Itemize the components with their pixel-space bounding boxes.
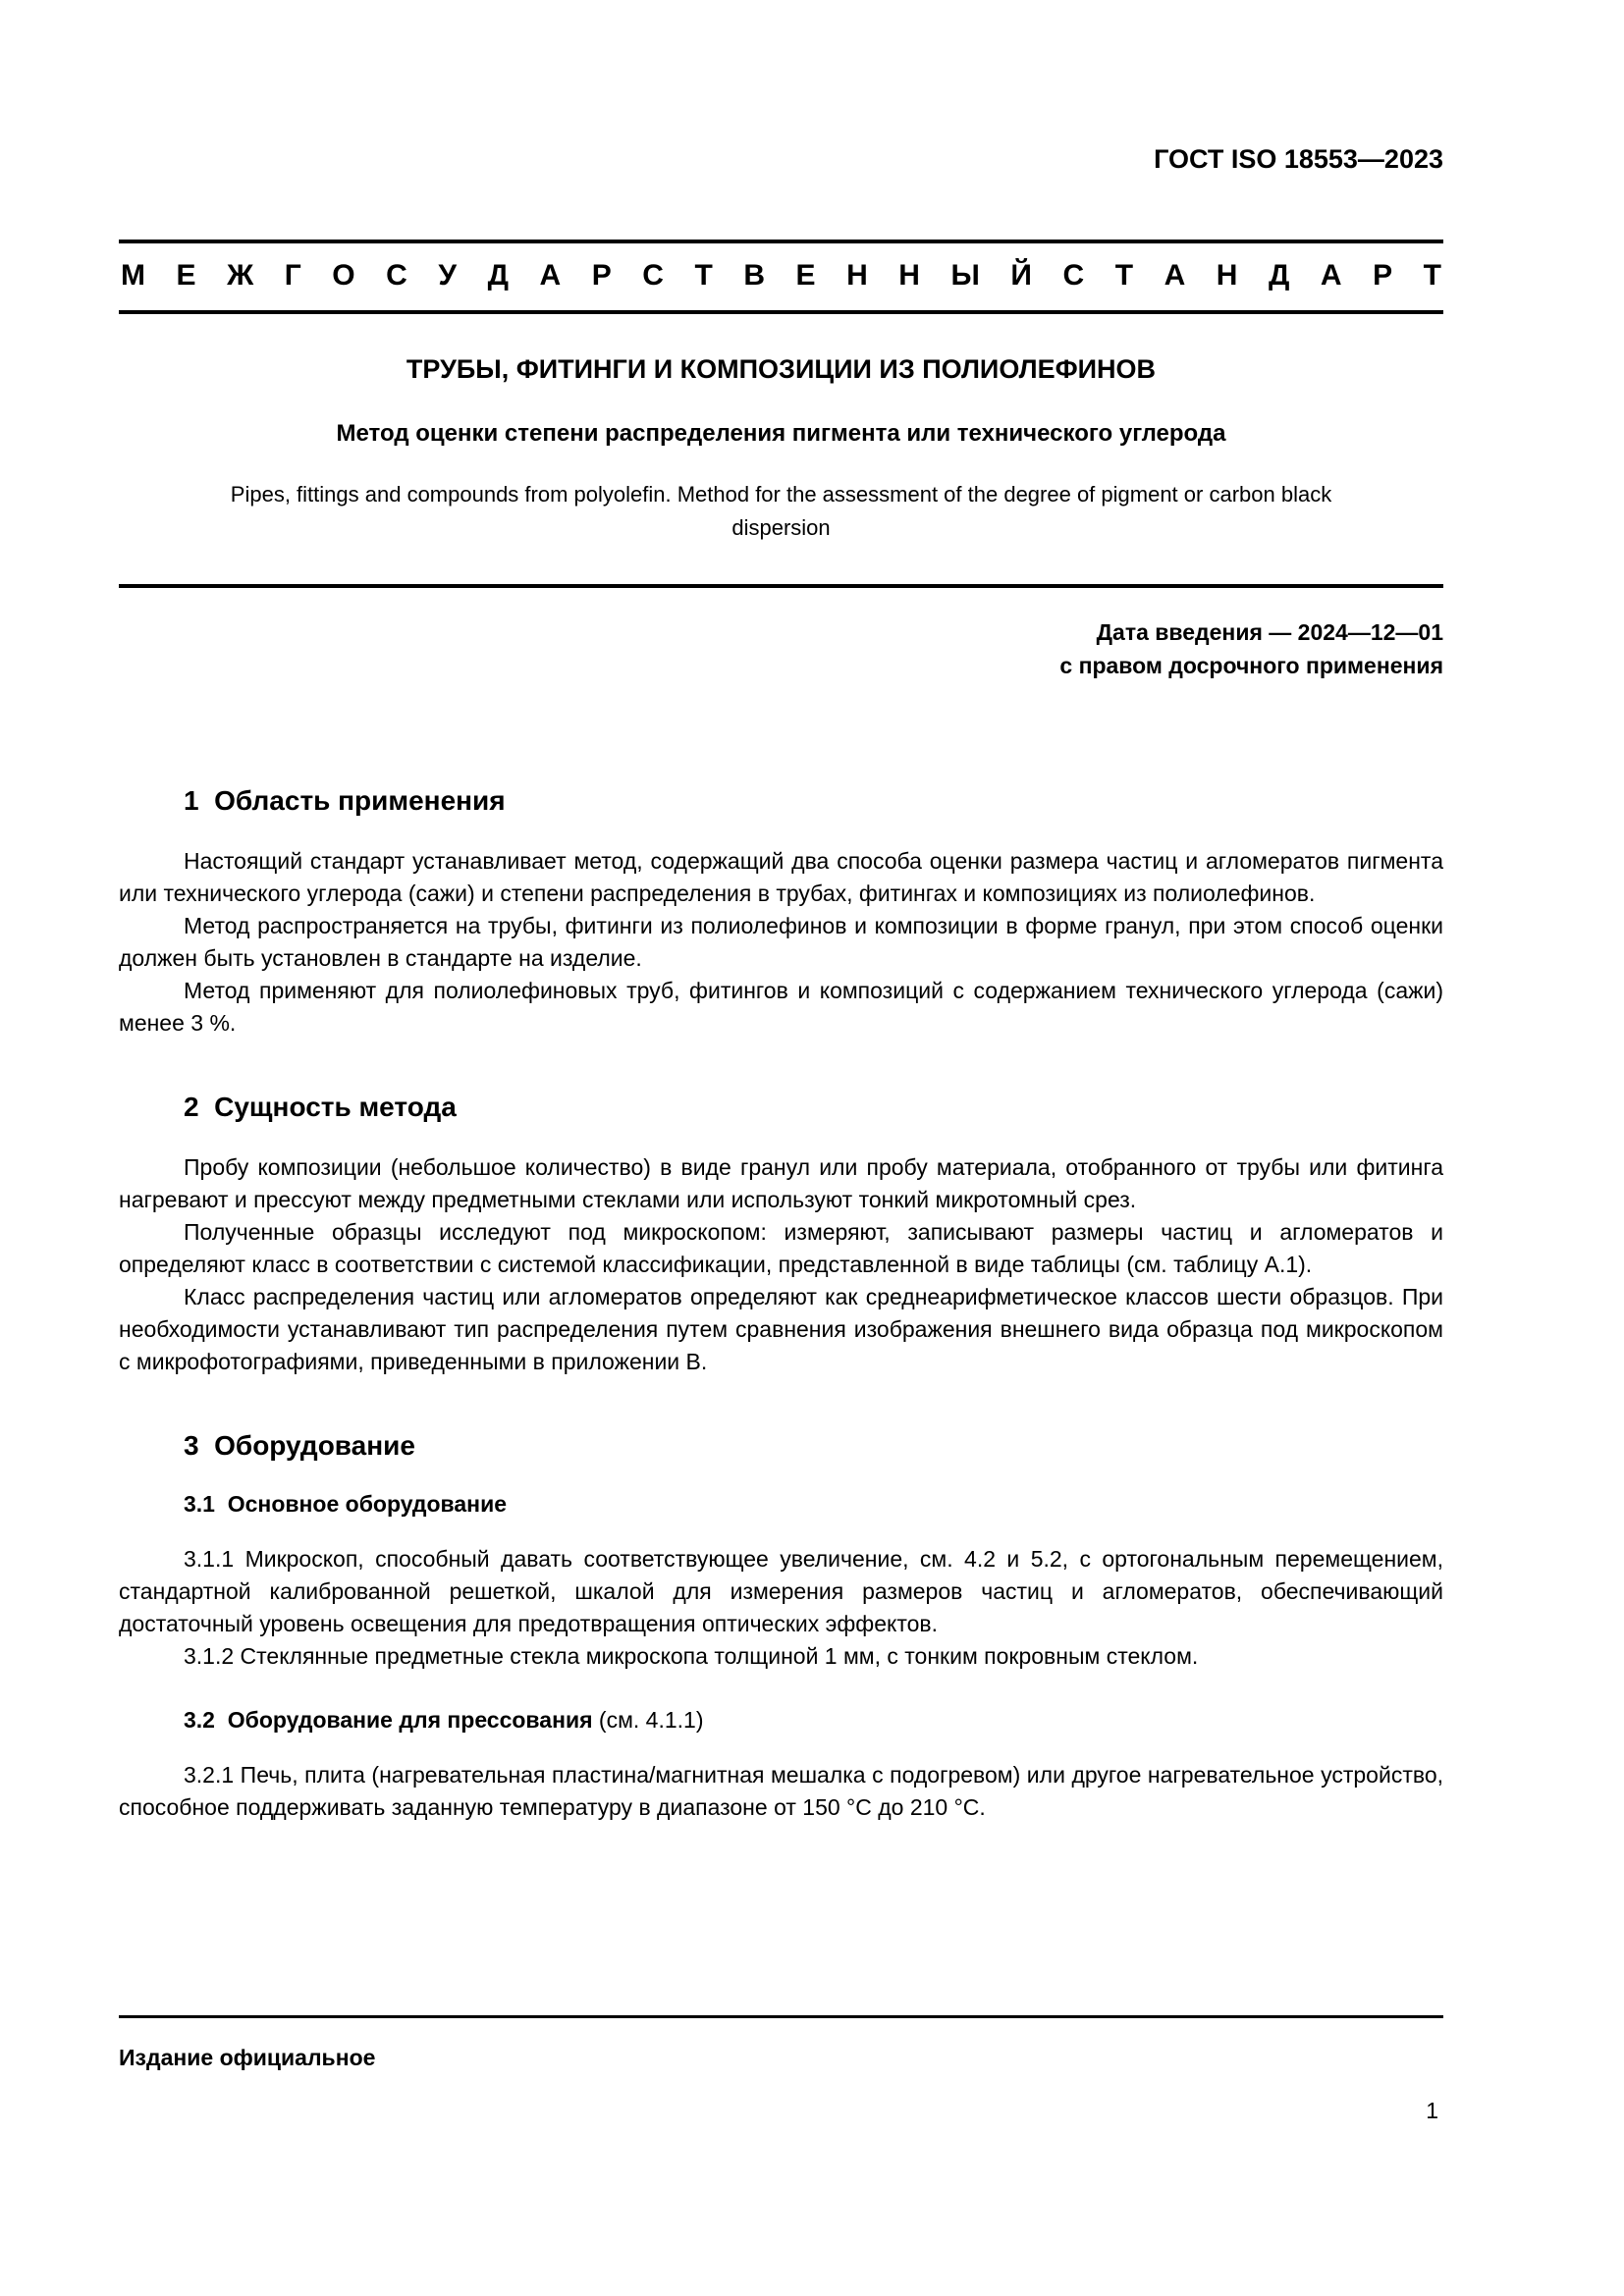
document-subtitle: Метод оценки степени распределения пигмента или технического углерода xyxy=(336,420,1226,447)
separator-rule xyxy=(119,584,1443,588)
section-3-heading: 3 Оборудование xyxy=(184,1430,415,1461)
subsection-3-2-paragraph: 3.2.1 Печь, плита (нагревательная пластина/магнитная мешалка с подогревом) или другое нагревательное устройство, способное поддерживать заданную температуру в диапазоне от 150 °С до 210 °С. xyxy=(119,1762,1443,1820)
section-2-heading: 2 Сущность метода xyxy=(184,1092,457,1122)
subsection-3-1-paragraph: 3.1.1 Микроскоп, способный давать соответствующее увеличение, см. 4.2 и 5.2, с ортогональным перемещением, стандартной калиброванной решеткой, шкалой для измерения размеров частиц и агломератов, обеспечивающий достаточный уровень освещения для предотвращения оптических эффектов. xyxy=(119,1546,1443,1636)
subsection-3-1-paragraph: 3.1.2 Стеклянные предметные стекла микроскопа толщиной 1 мм, с тонким покровным стеклом. xyxy=(184,1643,1199,1669)
section-2-paragraph: Пробу композиции (небольшое количество) в виде гранул или пробу материала, отобранного от трубы или фитинга нагревают и прессуют между предметными стеклами или используют тонкий микротомный срез. xyxy=(119,1154,1443,1212)
standard-number: ГОСТ ISO 18553—2023 xyxy=(1154,144,1443,174)
effective-date-line1: Дата введения — 2024—12—01 xyxy=(1096,619,1443,645)
section-1-paragraph: Настоящий стандарт устанавливает метод, содержащий два способа оценки размера частиц и агломератов пигмента или технического углерода (сажи) и степени распределения в трубах, фитингах и композициях из полиолефинов. xyxy=(119,848,1443,906)
interstate-standard-banner: М Е Ж Г О С У Д А Р С Т В Е Н Н Ы Й С Т А Н Д А Р Т xyxy=(119,240,1443,314)
page-content xyxy=(0,143,1624,1824)
section-2-paragraph: Полученные образцы исследуют под микроскопом: измеряют, записывают размеры частиц и агломератов и определяют класс в соответствии с системой классификации, представленной в виде таблицы (см. таблицу А.1). xyxy=(119,1219,1443,1277)
english-title: Pipes, fittings and compounds from polyolefin. Method for the assessment of the degree of pigment or carbon black dispersion xyxy=(230,482,1332,540)
section-1-heading: 1 Область применения xyxy=(184,785,506,816)
section-2-paragraph: Класс распределения частиц или агломератов определяют как среднеарифметическое классов шести образцов. При необходимости устанавливают тип распределения путем сравнения изображения внешнего вида образца под микроскопом с микрофотографиями, приведенными в приложении В. xyxy=(119,1284,1443,1374)
subsection-3-2-heading-text: 3.2 Оборудование для прессования xyxy=(184,1707,593,1733)
subsection-3-2-heading xyxy=(184,1706,1443,1734)
effective-date-block xyxy=(119,615,1443,682)
document-title: ТРУБЫ, ФИТИНГИ И КОМПОЗИЦИИ ИЗ ПОЛИОЛЕФИНОВ xyxy=(406,354,1157,384)
subsection-3-2-heading-note: (см. 4.1.1) xyxy=(592,1707,704,1733)
subsection-3-1-heading xyxy=(184,1490,1443,1518)
effective-date-line2: с правом досрочного применения xyxy=(1059,653,1443,678)
section-1-paragraph: Метод распространяется на трубы, фитинги из полиолефинов и композиции в форме гранул, при этом способ оценки должен быть установлен в стандарте на изделие. xyxy=(119,913,1443,971)
subsection-3-1-heading-text: 3.1 Основное оборудование xyxy=(184,1491,508,1517)
official-edition-label: Издание официальное xyxy=(119,2045,376,2070)
footer-rule xyxy=(119,2015,1443,2018)
section-1-paragraph: Метод применяют для полиолефиновых труб, фитингов и композиций с содержанием технического углерода (сажи) менее 3 %. xyxy=(119,978,1443,1036)
page-number: 1 xyxy=(1426,2098,1438,2123)
